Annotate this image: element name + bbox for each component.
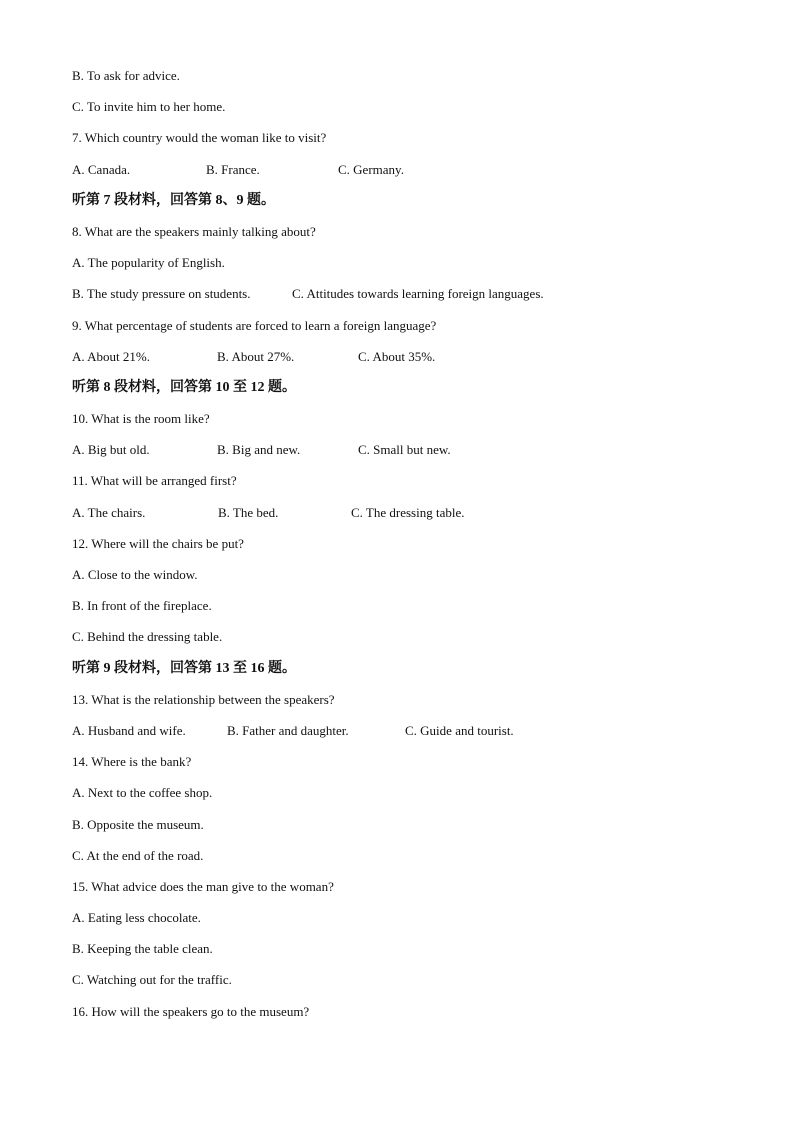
question-line: B. To ask for advice. — [72, 68, 180, 83]
answer-options-row — [72, 284, 732, 315]
document-page — [72, 66, 732, 1033]
question-line: C. Watching out for the traffic. — [72, 972, 232, 988]
answer-options-row — [72, 503, 732, 534]
section-heading: 听第 8 段材料，回答第 10 至 12 题。 — [72, 379, 296, 395]
answer-option: C. Small but new. — [358, 442, 451, 458]
answer-option: A. Canada. — [72, 161, 131, 177]
question-line: B. Opposite the museum. — [72, 816, 204, 832]
question-line: 15. What advice does the man give to the woman? — [72, 878, 334, 894]
question-line: 7. Which country would the woman like to visit? — [72, 130, 327, 146]
question-line: A. The popularity of English. — [72, 255, 225, 271]
answer-options-row — [72, 721, 732, 752]
answer-option: B. France. — [206, 161, 260, 177]
question-line: A. Eating less chocolate. — [72, 910, 201, 926]
answer-option: C. Attitudes towards learning foreign languages. — [292, 286, 544, 302]
question-line: C. Behind the dressing table. — [72, 629, 223, 645]
question-line: 10. What is the room like? — [72, 411, 210, 427]
question-line: C. At the end of the road. — [72, 847, 204, 863]
answer-option: B. Big and new. — [217, 442, 301, 458]
answer-option: C. Guide and tourist. — [405, 722, 514, 738]
question-line: 16. How will the speakers go to the museum? — [72, 1003, 310, 1019]
answer-option: A. Big but old. — [72, 442, 150, 458]
answer-option: A. Husband and wife. — [72, 722, 186, 738]
section-heading: 听第 7 段材料，回答第 8、9 题。 — [72, 192, 275, 208]
question-line: 14. Where is the bank? — [72, 754, 192, 770]
question-line: B. In front of the fireplace. — [72, 598, 212, 614]
answer-option: C. Germany. — [338, 161, 404, 177]
question-line: 11. What will be arranged first? — [72, 473, 237, 489]
answer-option: B. The bed. — [218, 504, 279, 520]
answer-option: C. About 35%. — [358, 348, 436, 364]
answer-option: B. Father and daughter. — [227, 722, 349, 738]
question-line: 8. What are the speakers mainly talking about? — [72, 223, 316, 239]
answer-option: B. The study pressure on students. — [72, 286, 251, 302]
answer-option: A. The chairs. — [72, 504, 146, 520]
question-line: 12. Where will the chairs be put? — [72, 535, 244, 551]
question-line: B. Keeping the table clean. — [72, 941, 213, 957]
answer-option: C. The dressing table. — [351, 504, 465, 520]
question-line: A. Close to the window. — [72, 567, 198, 582]
question-line: 9. What percentage of students are forced to learn a foreign language? — [72, 317, 437, 333]
answer-options-row — [72, 160, 732, 191]
answer-options-row — [72, 440, 732, 471]
answer-options-row — [72, 347, 732, 378]
section-heading: 听第 9 段材料，回答第 13 至 16 题。 — [72, 660, 296, 676]
question-line: C. To invite him to her home. — [72, 99, 226, 115]
question-line: 13. What is the relationship between the speakers? — [72, 691, 335, 707]
answer-option: A. About 21%. — [72, 348, 150, 364]
question-line: A. Next to the coffee shop. — [72, 785, 213, 801]
answer-option: B. About 27%. — [217, 348, 295, 364]
